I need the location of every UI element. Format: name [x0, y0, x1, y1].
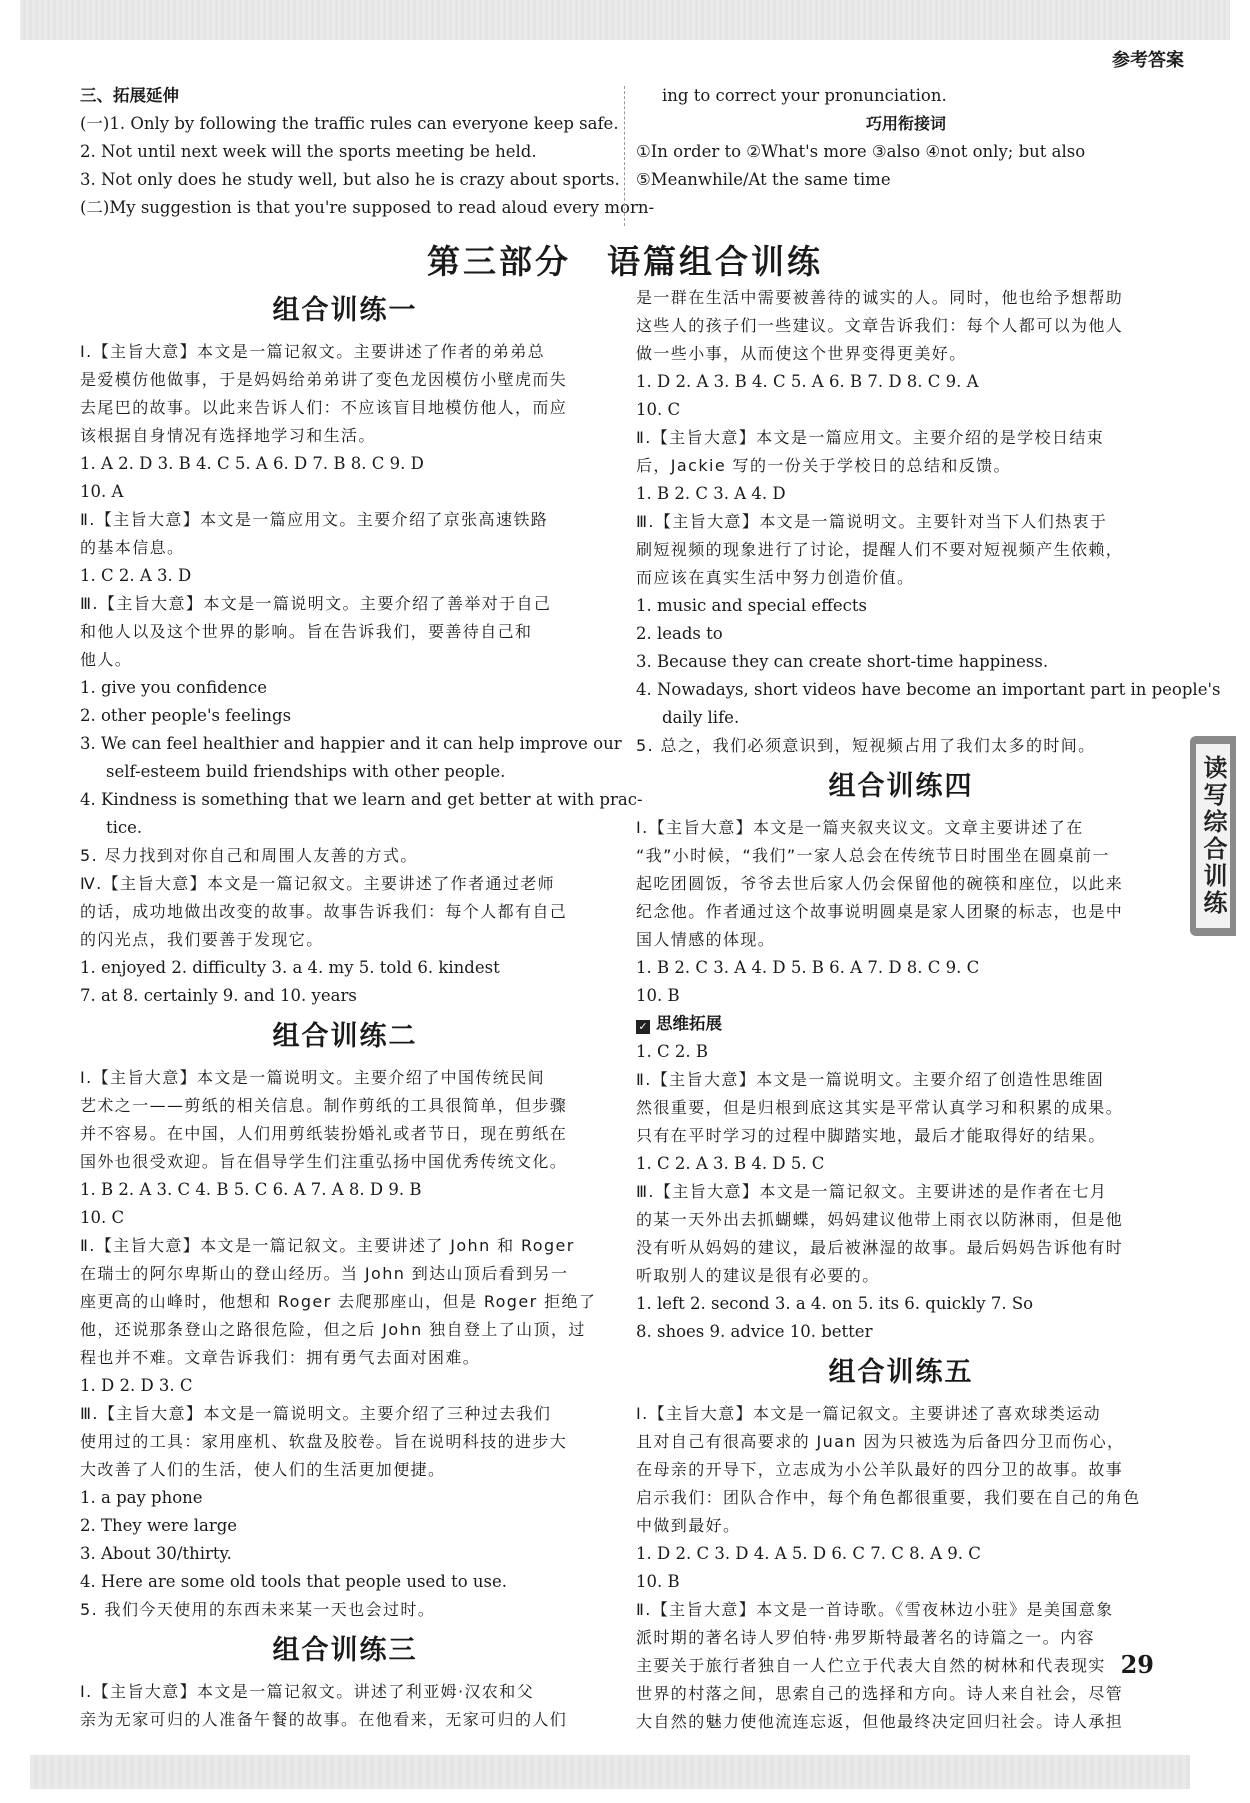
text-line: daily life. [662, 708, 740, 727]
text-line: 1. D 2. D 3. C [80, 1376, 193, 1395]
text-line: Ⅱ.【主旨大意】本文是一篇应用文。主要介绍的是学校日结束 [636, 428, 1105, 447]
text-line: 纪念他。作者通过这个故事说明圆桌是家人团聚的标志，也是中 [636, 902, 1124, 921]
section-heading: 组合训练五 [828, 1357, 974, 1388]
text-line: Ⅰ.【主旨大意】本文是一篇记叙文。主要讲述了作者的弟弟总 [80, 342, 546, 361]
header-label: 参考答案 [1112, 50, 1184, 71]
text-line: ing to correct your pronunciation. [662, 86, 947, 105]
sidebar-tab [1190, 736, 1236, 936]
part-title: 第三部分 语篇组合训练 [427, 242, 823, 281]
column-divider [624, 86, 625, 226]
text-line: 10. A [80, 482, 124, 501]
text-line: 起吃团圆饭，爷爷去世后家人仍会保留他的碗筷和座位，以此来 [636, 874, 1124, 893]
text-line: Ⅱ.【主旨大意】本文是一篇说明文。主要介绍了创造性思维固 [636, 1070, 1105, 1089]
text-line: 3. We can feel healthier and happier and it can help improve our [80, 734, 622, 753]
text-line: 的话，成功地做出改变的故事。故事告诉我们：每个人都有自己 [80, 902, 568, 921]
text-line: 主要关于旅行者独自一人伫立于代表大自然的树林和代表现实 [636, 1656, 1106, 1675]
text-line: “我”小时候，“我们”一家人总会在传统节日时围坐在圆桌前一 [636, 846, 1110, 865]
scan-top-band [20, 0, 1230, 40]
text-line: 中做到最好。 [636, 1516, 741, 1535]
text-line: Ⅱ.【主旨大意】本文是一篇记叙文。主要讲述了 John 和 Roger [80, 1236, 575, 1255]
text-line: 1. music and special effects [636, 596, 868, 615]
text-line: 在瑞士的阿尔卑斯山的登山经历。当 John 到达山顶后看到另一 [80, 1264, 569, 1283]
text-line: (二)My suggestion is that you're supposed to read aloud every morn- [80, 198, 655, 217]
text-line: self-esteem build friendships with other people. [106, 762, 506, 781]
text-line: 2. other people's feelings [80, 706, 292, 725]
text-line: 国人情感的体现。 [636, 930, 776, 949]
text-line: 1. B 2. C 3. A 4. D [636, 484, 786, 503]
text-line: 1. give you confidence [80, 678, 268, 697]
section-title: 三、拓展延伸 [80, 86, 179, 105]
text-line: Ⅲ.【主旨大意】本文是一篇说明文。主要针对当下人们热衷于 [636, 512, 1108, 531]
text-line: 1. B 2. A 3. C 4. B 5. C 6. A 7. A 8. D 9. B [80, 1180, 422, 1199]
checkmark-icon: ✓ [636, 1020, 650, 1034]
text-line: 8. shoes 9. advice 10. better [636, 1322, 873, 1341]
text-line: 听取别人的建议是很有必要的。 [636, 1266, 880, 1285]
text-line: 这些人的孩子们一些建议。文章告诉我们：每个人都可以为他人 [636, 316, 1124, 335]
text-line: 4. Here are some old tools that people used to use. [80, 1572, 507, 1591]
text-line: 启示我们：团队合作中，每个角色都很重要，我们要在自己的角色 [636, 1488, 1141, 1507]
text-line: 5. 尽力找到对你自己和周围人友善的方式。 [80, 846, 418, 865]
text-line: 3. Not only does he study well, but also he is crazy about sports. [80, 170, 620, 189]
text-line: 4. Nowadays, short videos have become an important part in people's [636, 680, 1221, 699]
text-line: 大改善了人们的生活，使人们的生活更加便捷。 [80, 1460, 446, 1479]
text-line: 该根据自身情况有选择地学习和生活。 [80, 426, 376, 445]
text-line: Ⅰ.【主旨大意】本文是一篇记叙文。讲述了利亚姆·汉农和父 [80, 1682, 535, 1701]
text-line: Ⅰ.【主旨大意】本文是一篇记叙文。主要讲述了喜欢球类运动 [636, 1404, 1102, 1423]
text-line: 和他人以及这个世界的影响。旨在告诉我们，要善待自己和 [80, 622, 533, 641]
text-line: 艺术之一——剪纸的相关信息。制作剪纸的工具很简单，但步骤 [80, 1096, 568, 1115]
text-line: 2. Not until next week will the sports meeting be held. [80, 142, 537, 161]
text-line: 1. a pay phone [80, 1488, 203, 1507]
text-line: 1. left 2. second 3. a 4. on 5. its 6. quickly 7. So [636, 1294, 1034, 1313]
text-line: 做一些小事，从而使这个世界变得更美好。 [636, 344, 967, 363]
text-line: 他，还说那条登山之路很危险，但之后 John 独自登上了山顶，过 [80, 1320, 586, 1339]
text-line: 派时期的著名诗人罗伯特·弗罗斯特最著名的诗篇之一。内容 [636, 1628, 1095, 1647]
text-line: 去尾巴的故事。以此来告诉人们：不应该盲目地模仿他人，而应 [80, 398, 568, 417]
sidebar-tab-label: 读写综合训练 [1196, 744, 1230, 928]
text-line: Ⅲ.【主旨大意】本文是一篇说明文。主要介绍了善举对于自己 [80, 594, 552, 613]
text-line: 的某一天外出去抓蝴蝶，妈妈建议他带上雨衣以防淋雨，但是他 [636, 1210, 1124, 1229]
text-line: 大自然的魅力使他流连忘返，但他最终决定回归社会。诗人承担 [636, 1712, 1124, 1731]
text-line: 10. C [636, 400, 681, 419]
text-line: Ⅲ.【主旨大意】本文是一篇记叙文。主要讲述的是作者在七月 [636, 1182, 1108, 1201]
text-line: 世界的村落之间，思索自己的选择和方向。诗人来自社会，尽管 [636, 1684, 1124, 1703]
text-line: 1. D 2. C 3. D 4. A 5. D 6. C 7. C 8. A 9. C [636, 1544, 981, 1563]
text-line: 4. Kindness is something that we learn and get better at with prac- [80, 790, 643, 809]
section-heading: 组合训练三 [272, 1635, 418, 1666]
top-right-column [636, 82, 1176, 194]
text-line: 亲为无家可归的人准备午餐的故事。在他看来，无家可归的人们 [80, 1710, 568, 1729]
text-line: 的闪光点，我们要善于发现它。 [80, 930, 324, 949]
text-line: 而应该在真实生活中努力创造价值。 [636, 568, 915, 587]
text-line: Ⅲ.【主旨大意】本文是一篇说明文。主要介绍了三种过去我们 [80, 1404, 552, 1423]
text-line: 10. C [80, 1208, 125, 1227]
text-line: 1. C 2. A 3. D [80, 566, 192, 585]
text-line: 1. C 2. A 3. B 4. D 5. C [636, 1154, 825, 1173]
text-line: 7. at 8. certainly 9. and 10. years [80, 986, 357, 1005]
page-number: 29 [1120, 1650, 1154, 1679]
subsection-title: 巧用衔接词 [865, 114, 946, 133]
text-line: 且对自己有很高要求的 Juan 因为只被选为后备四分卫而伤心， [636, 1432, 1125, 1451]
text-line: 1. enjoyed 2. difficulty 3. a 4. my 5. told 6. kindest [80, 958, 500, 977]
text-line: 只有在平时学习的过程中脚踏实地，最后才能取得好的结果。 [636, 1126, 1106, 1145]
text-line: 并不容易。在中国，人们用剪纸装扮婚礼或者节日，现在剪纸在 [80, 1124, 568, 1143]
text-line: Ⅰ.【主旨大意】本文是一篇夹叙夹议文。文章主要讲述了在 [636, 818, 1084, 837]
checkbox-heading-label: 思维拓展 [656, 1014, 722, 1033]
text-line: ⑤Meanwhile/At the same time [636, 170, 891, 189]
text-line: 在母亲的开导下，立志成为小公羊队最好的四分卫的故事。故事 [636, 1460, 1124, 1479]
text-line: 刷短视频的现象进行了讨论，提醒人们不要对短视频产生依赖， [636, 540, 1124, 559]
text-line: Ⅰ.【主旨大意】本文是一篇说明文。主要介绍了中国传统民间 [80, 1068, 546, 1087]
scan-bottom-band [30, 1755, 1190, 1789]
text-line: 程也并不难。文章告诉我们：拥有勇气去面对困难。 [80, 1348, 481, 1367]
text-line: 1. D 2. A 3. B 4. C 5. A 6. B 7. D 8. C 9. A [636, 372, 979, 391]
text-line: Ⅱ.【主旨大意】本文是一篇应用文。主要介绍了京张高速铁路 [80, 510, 549, 529]
text-line: 1. C 2. B [636, 1042, 708, 1061]
text-line: 2. They were large [80, 1516, 238, 1535]
text-line: (一)1. Only by following the traffic rules can everyone keep safe. [80, 114, 619, 133]
text-line: ①In order to ②What's more ③also ④not only; but also [636, 142, 1086, 161]
text-line: 使用过的工具：家用座机、软盘及胶卷。旨在说明科技的进步大 [80, 1432, 568, 1451]
text-line: 3. Because they can create short-time happiness. [636, 652, 1049, 671]
checkbox-heading [636, 1010, 1166, 1038]
text-line: 10. B [636, 1572, 680, 1591]
text-line: 然很重要，但是归根到底这其实是平常认真学习和积累的成果。 [636, 1098, 1124, 1117]
section-heading: 组合训练一 [272, 295, 418, 326]
left-column [80, 284, 643, 1734]
text-line: 2. leads to [636, 624, 723, 643]
text-line: 1. B 2. C 3. A 4. D 5. B 6. A 7. D 8. C 9. C [636, 958, 980, 977]
section-heading: 组合训练二 [272, 1021, 418, 1052]
text-line: Ⅳ.【主旨大意】本文是一篇记叙文。主要讲述了作者通过老师 [80, 874, 556, 893]
text-line: 他人。 [80, 650, 133, 669]
text-line: 后，Jackie 写的一份关于学校日的总结和反馈。 [636, 456, 1011, 475]
text-line: 是爱模仿他做事，于是妈妈给弟弟讲了变色龙因模仿小壁虎而失 [80, 370, 568, 389]
text-line: 的基本信息。 [80, 538, 185, 557]
text-line: 国外也很受欢迎。旨在倡导学生们注重弘扬中国优秀传统文化。 [80, 1152, 568, 1171]
text-line: 5. 我们今天使用的东西未来某一天也会过时。 [80, 1600, 436, 1619]
text-line: 1. A 2. D 3. B 4. C 5. A 6. D 7. B 8. C 9. D [80, 454, 424, 473]
text-line: 5. 总之，我们必须意识到，短视频占用了我们太多的时间。 [636, 736, 1096, 755]
text-line: Ⅱ.【主旨大意】本文是一首诗歌。《雪夜林边小驻》是美国意象 [636, 1600, 1114, 1619]
section-heading: 组合训练四 [828, 771, 974, 802]
text-line: tice. [106, 818, 143, 837]
text-line: 10. B [636, 986, 680, 1005]
text-line: 3. About 30/thirty. [80, 1544, 232, 1563]
text-line: 是一群在生活中需要被善待的诚实的人。同时，他也给予想帮助 [636, 288, 1124, 307]
text-line: 没有听从妈妈的建议，最后被淋湿的故事。最后妈妈告诉他有时 [636, 1238, 1124, 1257]
text-line: 座更高的山峰时，他想和 Roger 去爬那座山，但是 Roger 拒绝了 [80, 1292, 597, 1311]
top-left-column [80, 82, 655, 222]
